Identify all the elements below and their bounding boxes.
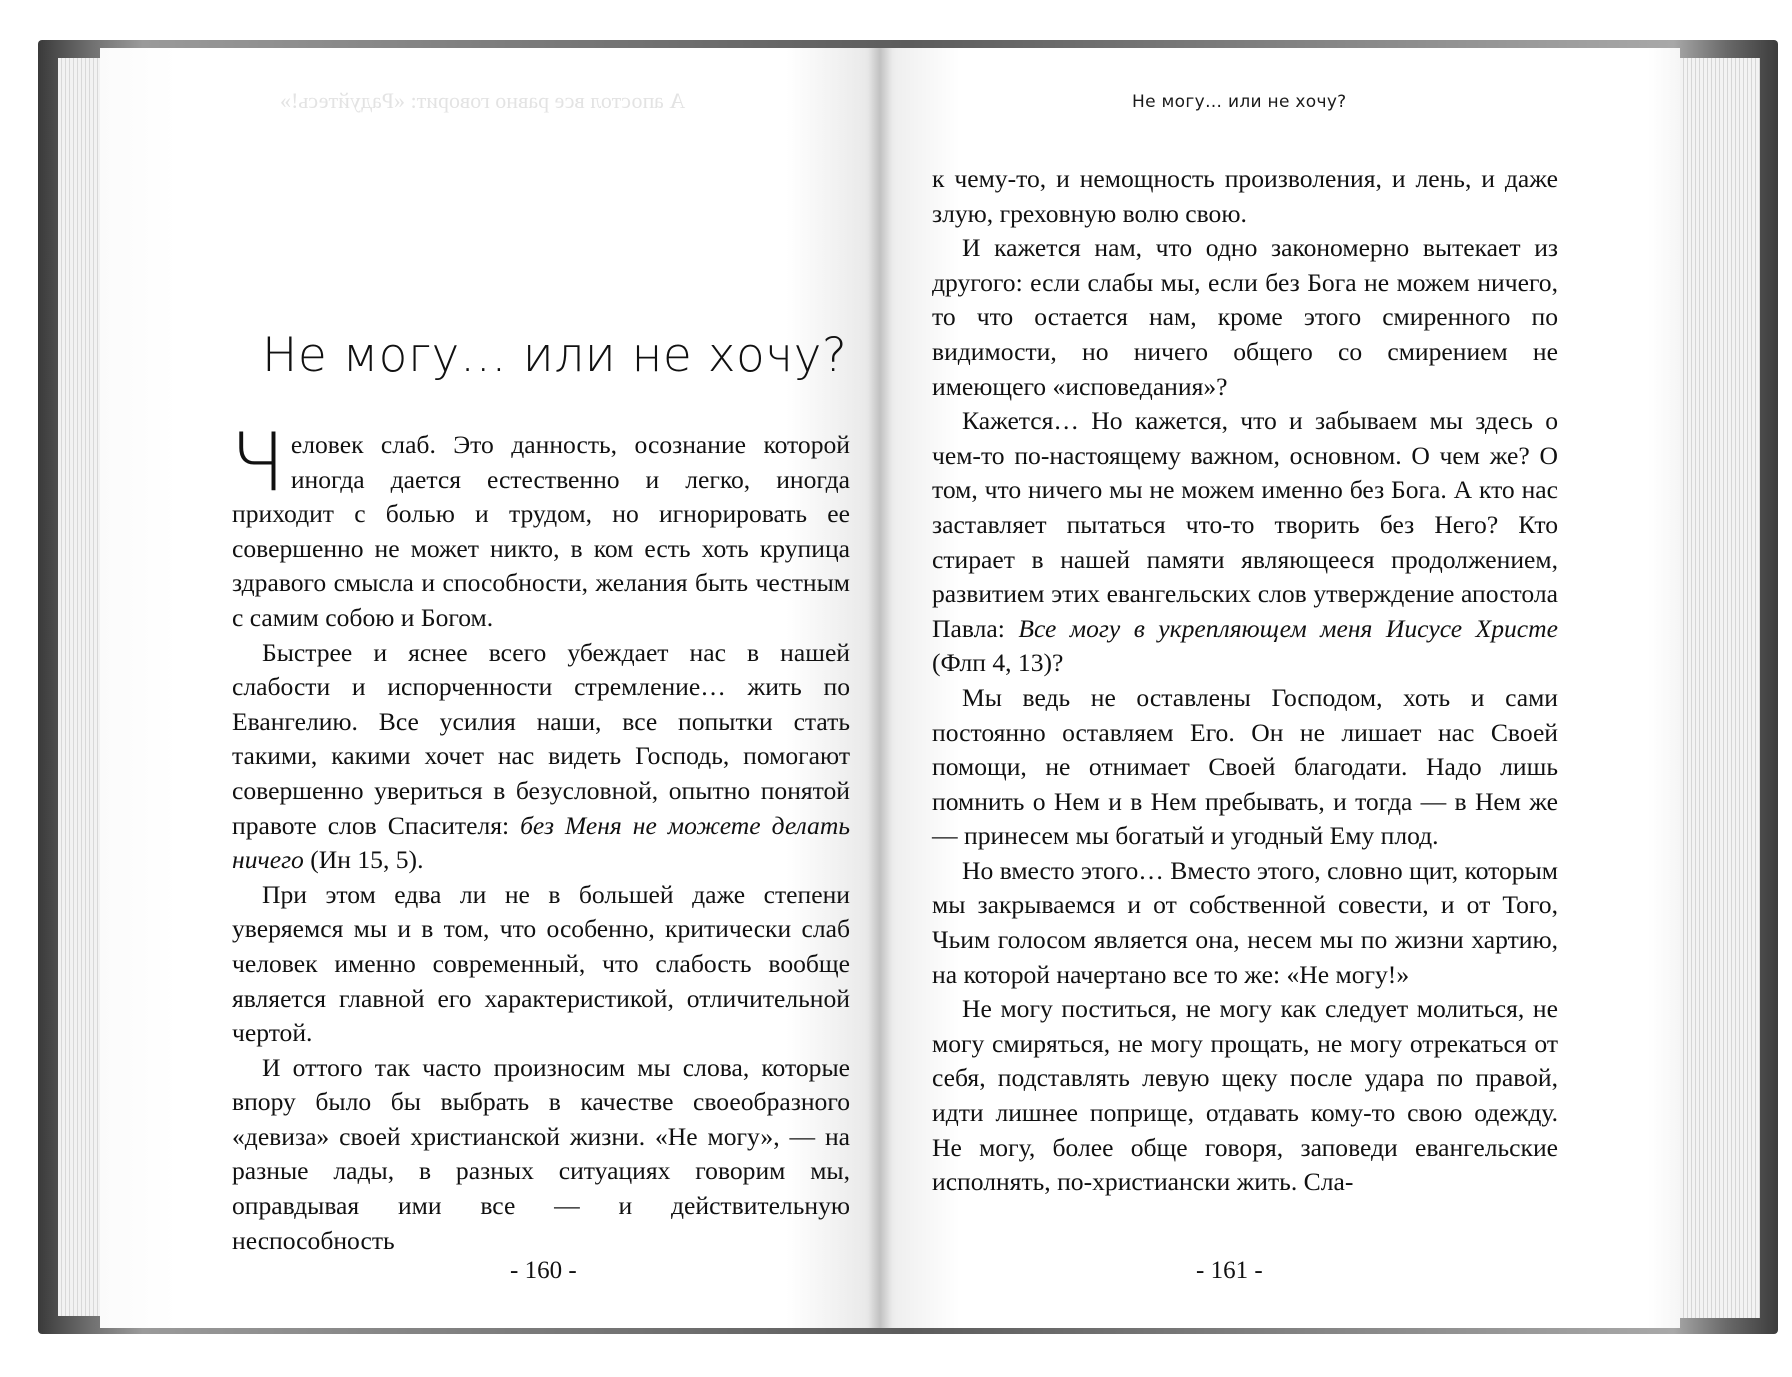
scripture-reference: (Ин 15, 5). (303, 845, 424, 875)
show-through-text: А апостол все равно говорит: «Радуйтесь!» (280, 88, 686, 113)
paragraph-text: еловек слаб. Это данность, осознание которой иногда дается естественно и легко, иногда приходит с болью и трудом, но игнорировать ее совершенно не может никто, в ком есть хоть крупица здравого смысла и способности, желания быть честным с самим собою и Богом. (232, 430, 850, 632)
page-number-right: - 161 - (1196, 1257, 1263, 1284)
spine-shadow (868, 48, 892, 1328)
paragraph: Но вместо этого… Вместо этого, словно щит, которым мы закрываемся и от собственной совести, и от Того, Чьим голосом является она, несем мы по жизни хартию, на которой начертано все то же: «Не могу!» (932, 855, 1558, 989)
page-edges-right (1680, 58, 1760, 1318)
running-head: Не могу… или не хочу? (1132, 92, 1347, 112)
paragraph: Мы ведь не оставлены Господом, хоть и сами постоянно оставляем Его. Он не лишает нас Своей помощи, не отнимает Своей благодати. Надо лишь помнить о Нем и в Нем пребывать, и тогда — в Нем же — принесем мы богатый и угодный Ему плод. (932, 682, 1558, 851)
paragraph-text: Быстрее и яснее всего убеждает нас в нашей слабости и испорченности стремление… жить по Евангелию. Все усилия наши, все попытки стать такими, какими хочет нас видеть Господь, помогают совершенно увериться в безусловной, опытно понятой правоте слов Спасителя: (232, 637, 850, 840)
paragraph (232, 636, 850, 878)
drop-cap: Ч (230, 416, 285, 509)
paragraph: И оттого так часто произносим мы слова, которые впору было бы выбрать в качестве своеобразного «девиза» своей христианской жизни. «Не могу», — на разные лады, в разных ситуациях говорим мы, оправдывая ими все — и действительную неспособность (232, 1052, 850, 1255)
scripture-reference: (Флп 4, 13)? (932, 648, 1064, 678)
page-number-left: - 160 - (510, 1257, 577, 1284)
paragraph (932, 404, 1558, 681)
paragraph: Не могу поститься, не могу как следует молиться, не могу смиряться, не могу прощать, не могу отрекаться от себя, подставлять левую щеку после удара по правой, идти лишнее поприще, отдавать кому-то свою одежду. Не могу, более обще говоря, заповеди евангельские исполнять, по-христиански жить. Сла- (932, 994, 1558, 1197)
paragraph: При этом едва ли не в большей даже степени уверяемся мы и в том, что особенно, критически слаб человек именно современный, что слабость вообще является главной его характеристикой, отличительной чертой. (232, 879, 850, 1048)
scripture-quote: Все могу в укрепляющем меня Иисусе Христе (1018, 613, 1558, 643)
paragraph: к чему-то, и немощность произволения, и лень, и даже злую, греховную волю свою. (932, 164, 1558, 228)
paragraph (230, 416, 850, 636)
left-page-text (230, 416, 850, 1258)
right-page-text (932, 162, 1558, 1200)
paragraph-text: Кажется… Но кажется, что и забываем мы здесь о чем-то по-настоящему важном, основном. О чем же? О том, что ничего мы не можем именно без Бога. А кто нас заставляет пытаться что-то творить без Него? Кто стирает в нашей памяти являющееся продолжением, развитием этих евангельских слов утверждение апостола Павла: (932, 406, 1558, 643)
scripture-quote: без Меня не можете делать ничего (232, 810, 850, 875)
chapter-title: Не могу… или не хочу? (262, 328, 848, 383)
paragraph: И кажется нам, что одно закономерно вытекает из другого: если слабы мы, если без Бога не можем ничего, то что остается нам, кроме этого смиренного по видимости, но ничего общего со смирением не имеющего «исповедания»? (932, 233, 1558, 401)
